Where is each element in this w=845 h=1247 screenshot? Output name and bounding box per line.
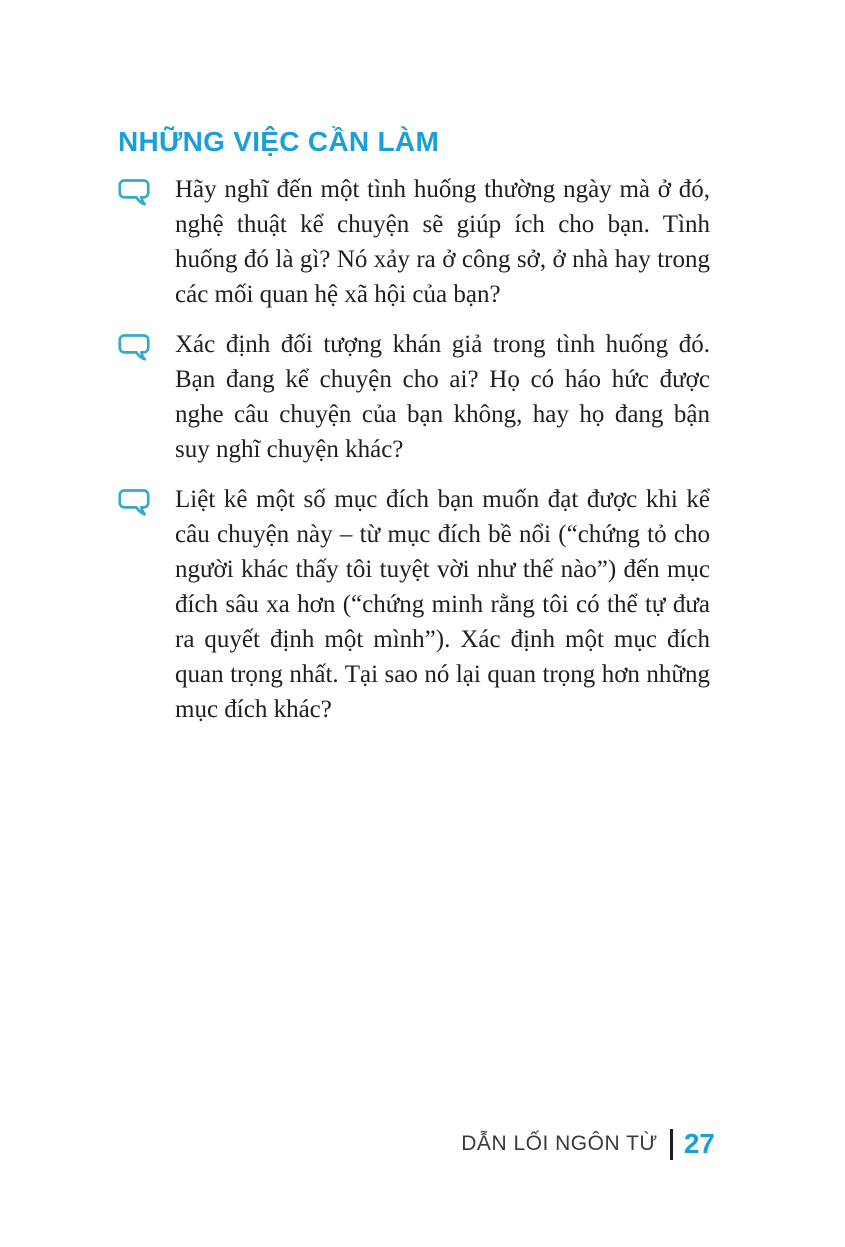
book-title: DẪN LỐI NGÔN TỪ bbox=[461, 1132, 658, 1155]
checklist bbox=[118, 172, 710, 742]
checklist-item-text: Hãy nghĩ đến một tình huống thường ngày mà ở đó, nghệ thuật kể chuyện sẽ giúp ích cho bạn. Tình huống đó là gì? Nó xảy ra ở công sở, ở nhà hay trong các mối quan hệ xã hội của bạn? bbox=[175, 176, 710, 308]
checklist-item bbox=[118, 482, 710, 727]
page-footer bbox=[461, 1128, 715, 1160]
checklist-item bbox=[118, 327, 710, 467]
page-number: 27 bbox=[683, 1128, 715, 1159]
speech-bubble-icon bbox=[118, 172, 175, 207]
speech-bubble-icon bbox=[118, 482, 175, 517]
checklist-item-text: Liệt kê một số mục đích bạn muốn đạt được khi kể câu chuyện này – từ mục đích bề nổi (“chứng tỏ cho người khác thấy tôi tuyệt vời như thế nào”) đến mục đích sâu xa hơn (“chứng minh rằng tôi có thể tự đưa ra quyết định một mình”). Xác định một mục đích quan trọng nhất. Tại sao nó lại quan trọng hơn những mục đích khác? bbox=[175, 486, 710, 723]
checklist-item bbox=[118, 172, 710, 312]
section-title: NHỮNG VIỆC CẦN LÀM bbox=[118, 126, 440, 157]
footer-divider bbox=[670, 1129, 673, 1160]
checklist-item-text: Xác định đối tượng khán giả trong tình huống đó. Bạn đang kể chuyện cho ai? Họ có háo hức được nghe câu chuyện của bạn không, hay họ đang bận suy nghĩ chuyện khác? bbox=[175, 331, 710, 463]
speech-bubble-icon bbox=[118, 327, 175, 362]
